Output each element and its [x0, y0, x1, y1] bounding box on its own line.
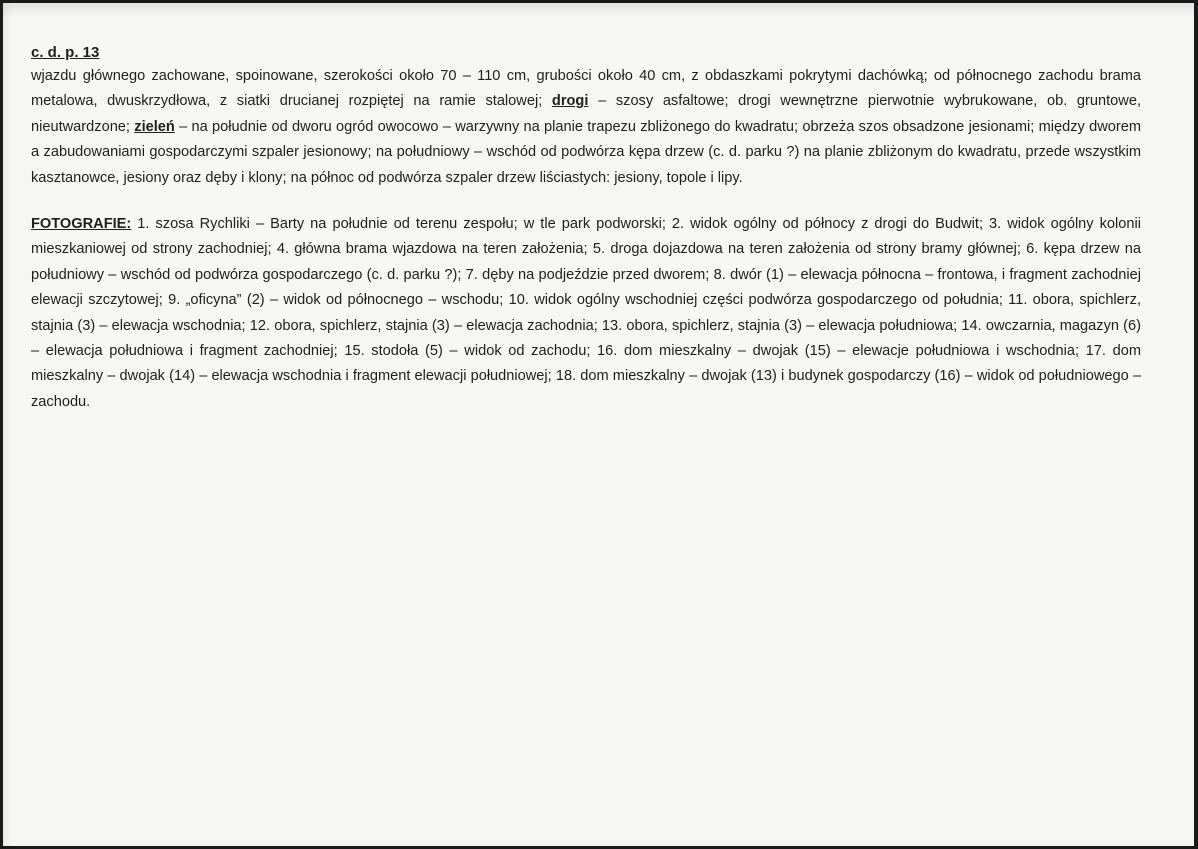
description-paragraph: [31, 64, 1141, 191]
photographs-list-text: 1. szosa Rychliki – Barty na południe od terenu zespołu; w tle park podworski; 2. widok ogólny od północy z drogi do Budwit; 3. widok ogólny kolonii mieszkaniowej od strony zachodniej; 4. główna brama wjazdowa na teren założenia; 5. droga dojazdowa na teren założenia od strony bramy głównej; 6. kępa drzew na południowy – wschód od podwórza gospodarczego (c. d. parku ?); 7. dęby na podjeździe przed dworem; 8. dwór (1) – elewacja północna – frontowa, i fragment zachodniej elewacji szczytowej; 9. „oficyna” (2) – widok od północnego – wschodu; 10. widok ogólny wschodniej części podwórza gospodarczego od południa; 11. obora, spichlerz, stajnia (3) – elewacja wschodnia; 12. obora, spichlerz, stajnia (3) – elewacja zachodnia; 13. obora, spichlerz, stajnia (3) – elewacja południowa; 14. owczarnia, magazyn (6) – elewacja południowa i fragment zachodniej; 15. stodoła (5) – widok od zachodu; 16. dom mieszkalny – dwojak (15) – elewacje południowa i wschodnia; 17. dom mieszkalny – dwojak (14) – elewacja wschodnia i fragment elewacji południowej; 18. dom mieszkalny – dwojak (13) i budynek gospodarczy (16) – widok od południowego – zachodu.: [31, 216, 1141, 410]
keyword-drogi: drogi: [551, 93, 589, 110]
keyword-zielen: zieleń: [134, 118, 175, 135]
photographs-paragraph: [31, 212, 1141, 415]
document-page: [3, 3, 1194, 846]
keyword-fotografie: FOTOGRAFIE:: [31, 216, 132, 233]
description-text-part-c: – na południe od dworu ogród owocowo – warzywny na planie trapezu zbliżonego do kwadratu; obrzeża szos obsadzone jesionami; między dworem a zabudowaniami gospodarczymi szpaler jesionowy; na południowy – wschód od podwórza kępa drzew (c. d. parku ?) na planie zbliżonym do kwadratu, przede wszystkim kasztanowce, jesiony oraz dęby i klony; na północ od podwórza szpaler drzew liściastych: jesiony, topole i lipy.: [31, 118, 1141, 186]
description-text-part-a: wjazdu głównego zachowane, spoinowane, szerokości około 70 – 110 cm, grubości około 40 cm, z obdaszkami pokrytymi dachówką; od północnego zachodu brama metalowa, dwuskrzydłowa, z siatki drucianej rozpiętej na ramie stalowej;: [31, 68, 1141, 110]
document-content: [31, 43, 1141, 415]
page-reference: c. d. p. 13: [31, 44, 100, 61]
description-text-part-b: – szosy asfaltowe; drogi wewnętrzne pierwotnie wybrukowane, ob. gruntowe, nieutwardzone;: [31, 93, 1141, 135]
